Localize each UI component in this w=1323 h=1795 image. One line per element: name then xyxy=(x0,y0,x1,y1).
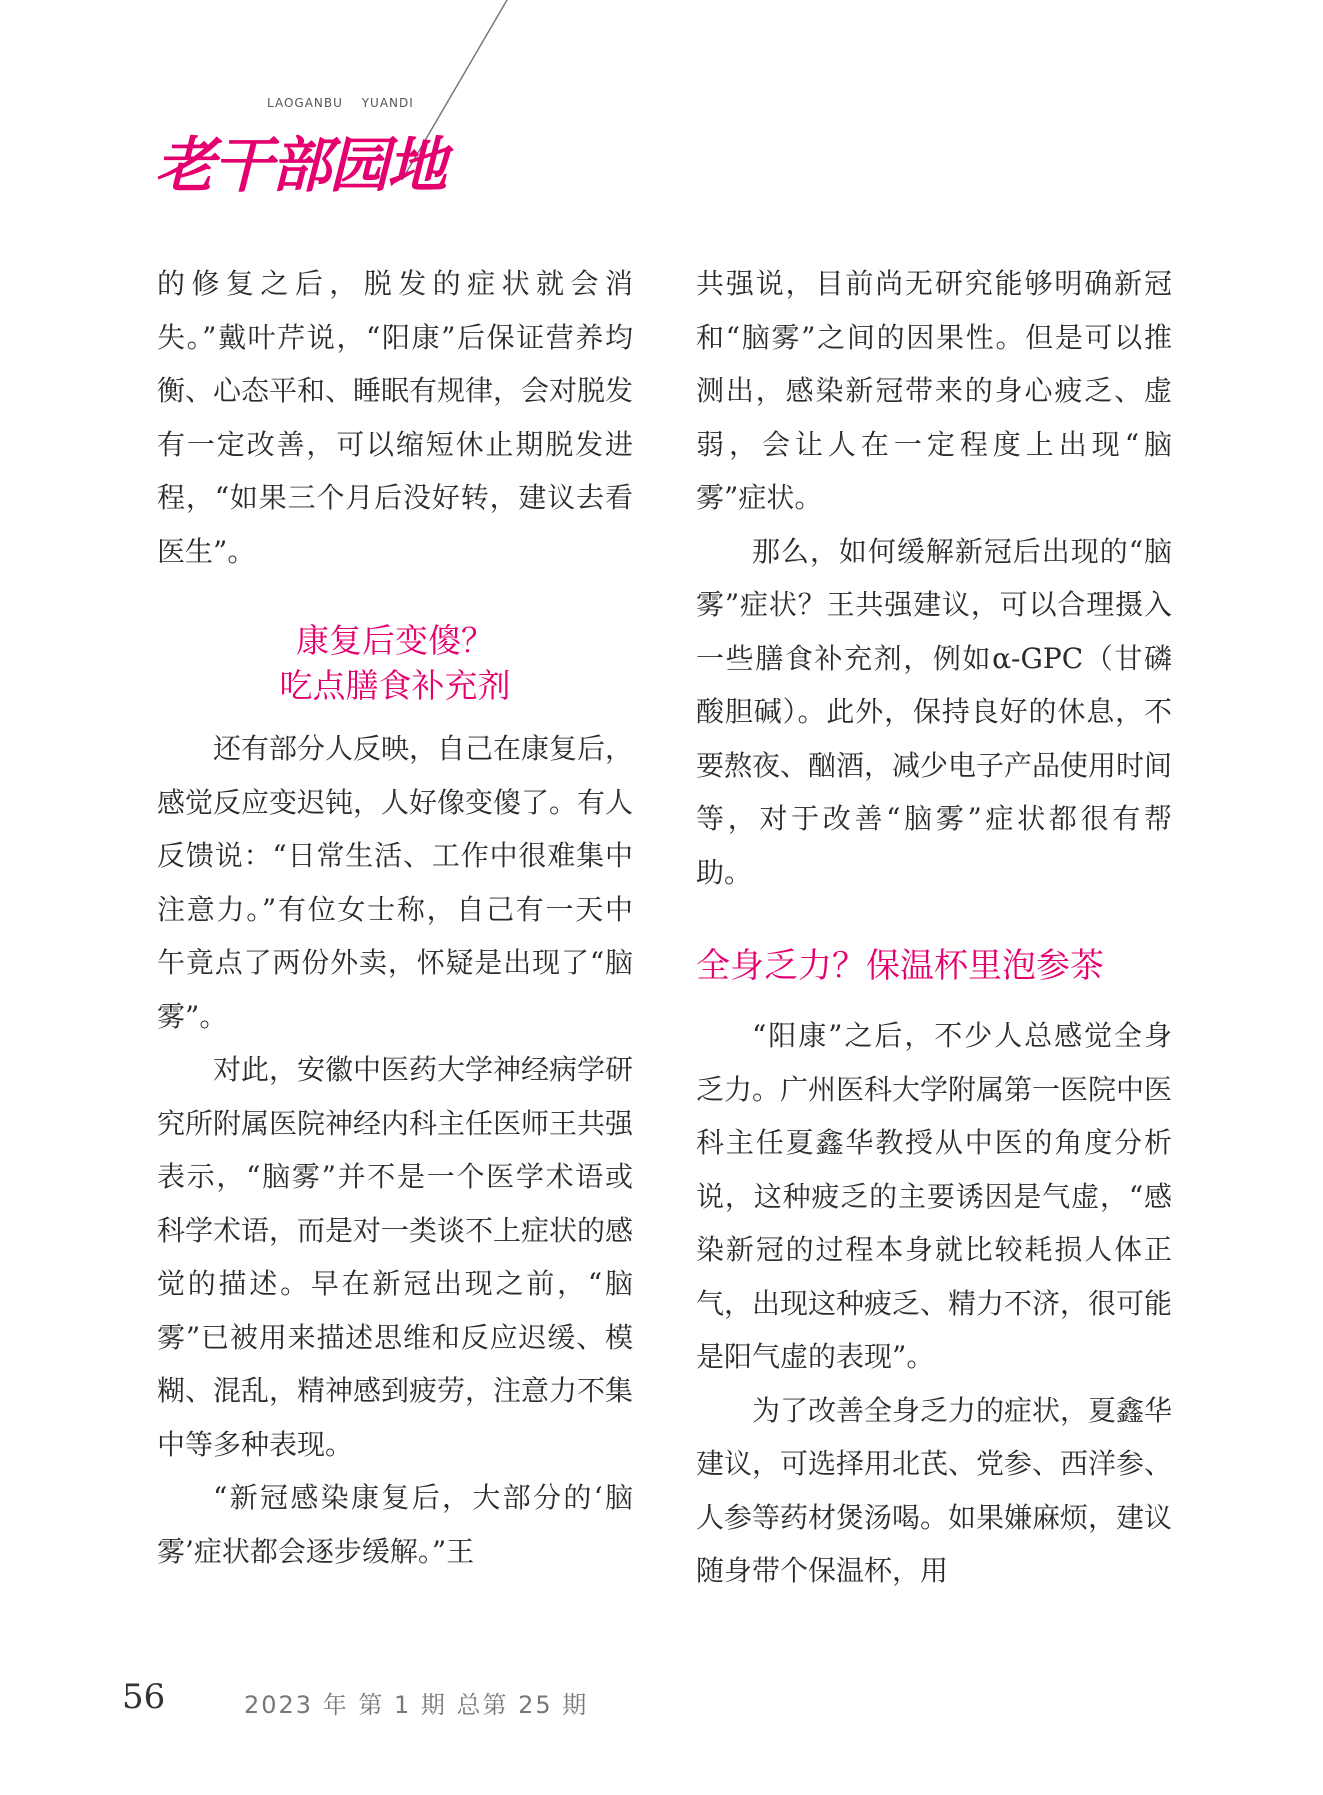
issue-info: 2023 年 第 1 期 总第 25 期 xyxy=(244,1691,589,1719)
paragraph: 还有部分人反映，自己在康复后，感觉反应变迟钝，人好像变傻了。有人反馈说：“日常生活、工作中很难集中注意力。”有位女士称，自己有一天中午竟点了两份外卖，怀疑是出现了“脑雾”。 xyxy=(157,732,634,1033)
left-column xyxy=(157,257,633,1578)
paragraph: 共强说，目前尚无研究能够明确新冠和“脑雾”之间的因果性。但是可以推测出，感染新冠带来的身心疲乏、虚弱，会让人在一定程度上出现“脑雾”症状。 xyxy=(696,267,1172,514)
page-number: 56 xyxy=(122,1677,166,1717)
masthead-logo: 老干部园地 xyxy=(155,131,445,201)
paragraph: 那么，如何缓解新冠后出现的“脑雾”症状？王共强建议，可以合理摄入一些膳食补充剂，例如α-GPC（甘磷酸胆碱）。此外，保持良好的休息，不要熬夜、酗酒，减少电子产品使用时间等，对于改善“脑雾”症状都很有帮助。 xyxy=(696,534,1173,889)
paragraph: 为了改善全身乏力的症状，夏鑫华建议，可选择用北芪、党参、西洋参、人参等药材煲汤喝。如果嫌麻烦，建议随身带个保温杯，用 xyxy=(696,1393,1173,1587)
right-column xyxy=(696,257,1172,1598)
masthead-subtitle: LAOGANBU YUANDI xyxy=(267,96,414,110)
heading-line: 吃点膳食补充剂 xyxy=(279,666,511,705)
heading-line: 康复后变傻？ xyxy=(296,621,494,660)
masthead xyxy=(0,0,1323,220)
section-heading: 全身乏力？保温杯里泡参茶 xyxy=(696,946,1104,986)
paragraph: 对此，安徽中医药大学神经病学研究所附属医院神经内科主任医师王共强表示，“脑雾”并不是一个医学术语或科学术语，而是对一类谈不上症状的感觉的描述。早在新冠出现之前，“脑雾”已被用来描述思维和反应迟缓、模糊、混乱，精神感到疲劳，注意力不集中等多种表现。 xyxy=(157,1053,634,1461)
section-heading xyxy=(157,618,633,708)
paragraph: “新冠感染康复后，大部分的‘脑雾’症状都会逐步缓解。”王 xyxy=(157,1481,633,1568)
paragraph: 的修复之后，脱发的症状就会消失。”戴叶芹说，“阳康”后保证营养均衡、心态平和、睡眠有规律，会对脱发有一定改善，可以缩短休止期脱发进程，“如果三个月后没好转，建议去看医生”。 xyxy=(157,267,634,568)
paragraph: “阳康”之后，不少人总感觉全身乏力。广州医科大学附属第一医院中医科主任夏鑫华教授从中医的角度分析说，这种疲乏的主要诱因是气虚，“感染新冠的过程本身就比较耗损人体正气，出现这种疲乏、精力不济，很可能是阳气虚的表现”。 xyxy=(696,1019,1173,1373)
